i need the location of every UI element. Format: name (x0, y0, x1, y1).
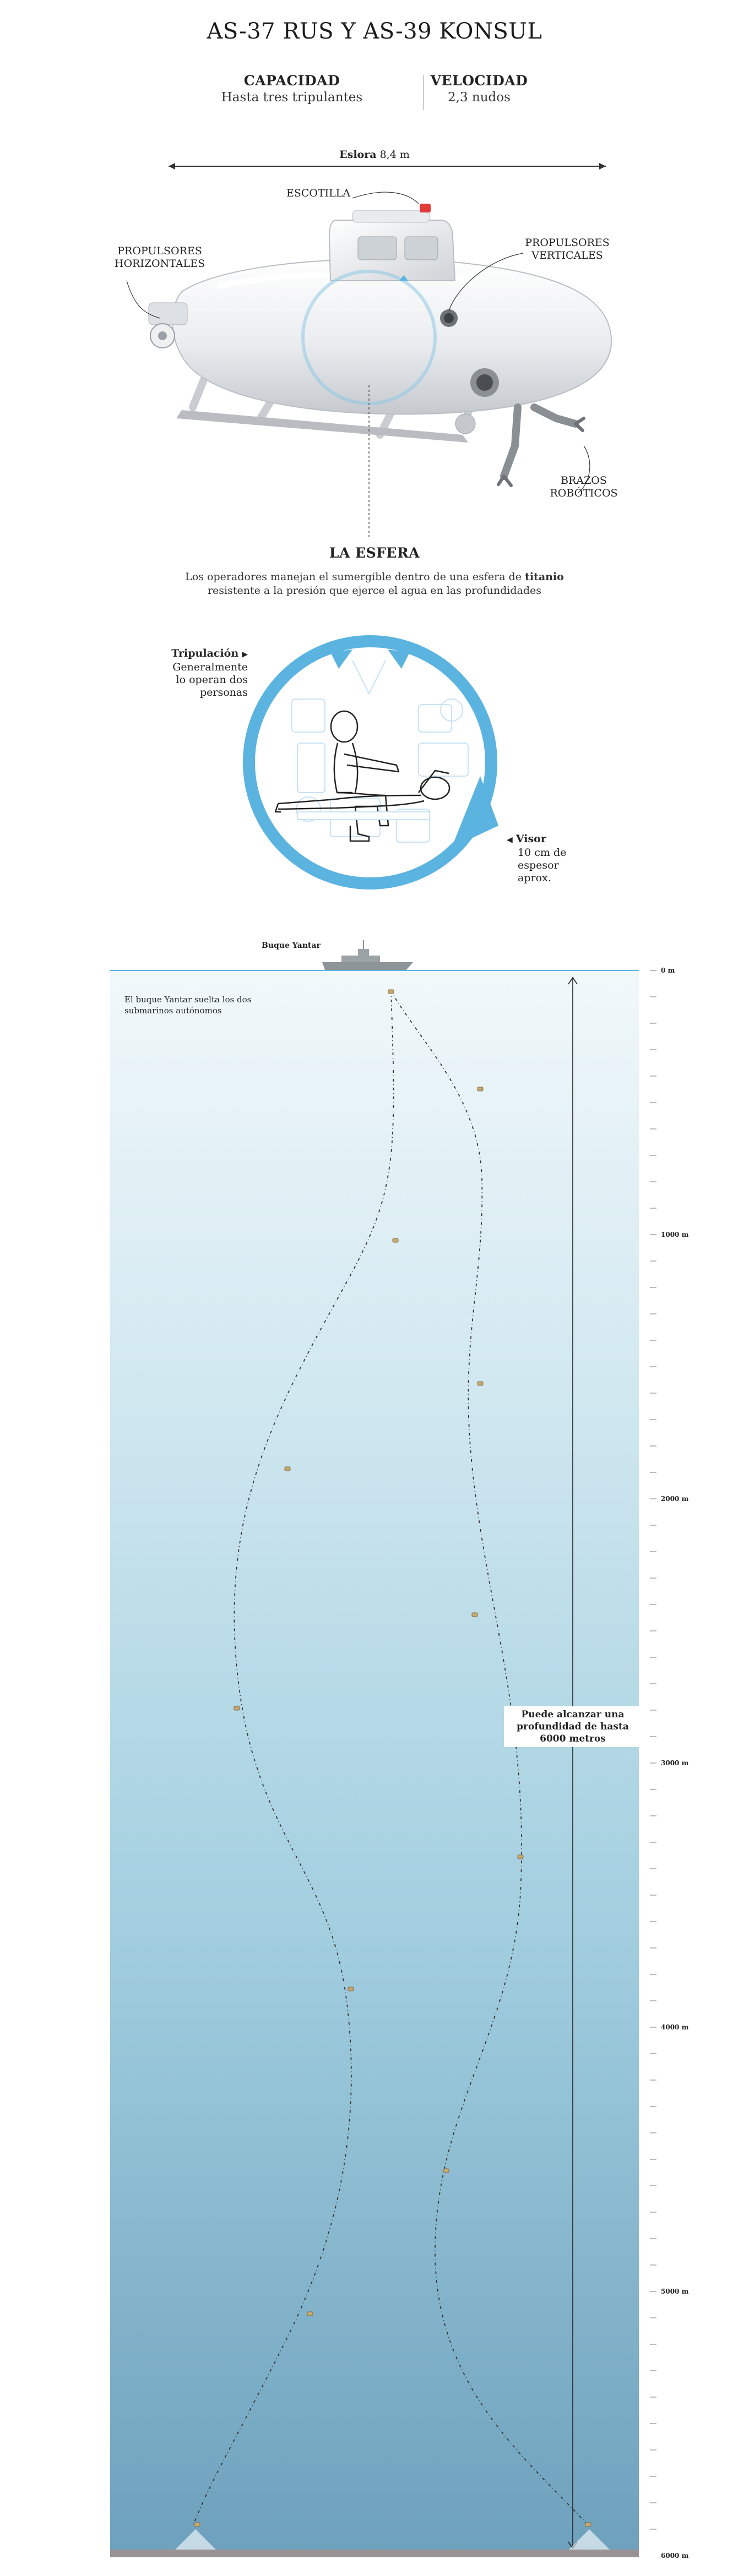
depth-tick-4000: 4000 m (661, 2023, 689, 2031)
ship-yantar (322, 940, 413, 970)
horizontal-thrusters-line2: HORIZONTALES (114, 258, 205, 270)
submarine-illustration (0, 176, 749, 561)
crew-line1: Generalmente (172, 661, 248, 673)
visor-label (507, 833, 584, 885)
sphere-cross-section (0, 627, 749, 903)
water-column (110, 970, 639, 2550)
capacity-label: CAPACIDAD (243, 73, 340, 89)
length-label-name: Eslora (339, 149, 377, 161)
crew-arrow-icon: ▶ (242, 650, 248, 659)
visor-line3: aprox. (518, 872, 551, 884)
visor-line1: 10 cm de (518, 847, 567, 859)
speed-label: VELOCIDAD (430, 73, 528, 89)
crew-label (149, 647, 248, 699)
visor-line2: espesor (518, 859, 559, 871)
ship-label: Buque Yantar (262, 941, 321, 950)
max-depth-note (504, 1706, 642, 1747)
vertical-thrusters-line2: VERTICALES (531, 249, 603, 261)
sphere-desc-line2: resistente a la presión que ejerce el agua en las profundidades (207, 585, 542, 597)
hatch-label: ESCOTILLA (286, 187, 351, 199)
depth-tick-5000: 5000 m (661, 2288, 689, 2295)
hatch-leader (352, 192, 419, 204)
depth-tick-0: 0 m (661, 967, 675, 974)
max-line3: 6000 metros (540, 1733, 606, 1744)
sphere-description (0, 570, 749, 598)
robotic-arms (498, 407, 584, 485)
release-note (124, 994, 251, 1016)
depth-tick-1000: 1000 m (661, 1231, 689, 1238)
hatch-beacon (420, 204, 431, 212)
dive-diagram (0, 930, 749, 2576)
depth-tick-2000: 2000 m (661, 1495, 689, 1503)
visor-arrow-icon: ◀ (507, 836, 513, 844)
release-line1: El buque Yantar suelta los dos (124, 995, 252, 1005)
length-label (308, 149, 441, 161)
robotic-arms-line1: BRAZOS (561, 474, 607, 487)
crew-heading: Tripulación (171, 647, 239, 659)
robotic-arms-line2: ROBÓTICOS (550, 487, 618, 499)
capacity-value: Hasta tres tripulantes (221, 90, 363, 105)
crew-line2: lo operan dos (176, 674, 248, 686)
crew-line3: personas (200, 686, 248, 698)
seabed (110, 2550, 639, 2557)
minor-ticks (650, 970, 656, 2529)
page-title: AS-37 RUS Y AS-39 KONSUL (207, 19, 542, 44)
depth-tick-6000: 6000 m (661, 2552, 689, 2559)
visor-heading: Visor (515, 833, 546, 845)
max-line2: profundidad de hasta (517, 1721, 629, 1732)
sphere-heading: LA ESFERA (329, 545, 420, 561)
horizontal-thrusters-line1: PROPULSORES (117, 245, 202, 257)
horizontal-thrusters-label (107, 245, 212, 270)
length-value: 8,4 m (379, 149, 410, 161)
speed-value: 2,3 nudos (448, 90, 511, 105)
max-line1: Puede alcanzar una (521, 1709, 625, 1720)
vertical-thrusters-label (512, 237, 622, 262)
robotic-arms-label (542, 474, 625, 500)
vertical-thrusters-line1: PROPULSORES (525, 237, 610, 249)
sphere-desc-bold: titanio (525, 571, 564, 583)
release-line2: submarinos autónomos (124, 1006, 222, 1016)
sphere-desc-line1: Los operadores manejan el sumergible dentro de una esfera de (185, 571, 525, 583)
depth-tick-3000: 3000 m (661, 1759, 689, 1767)
